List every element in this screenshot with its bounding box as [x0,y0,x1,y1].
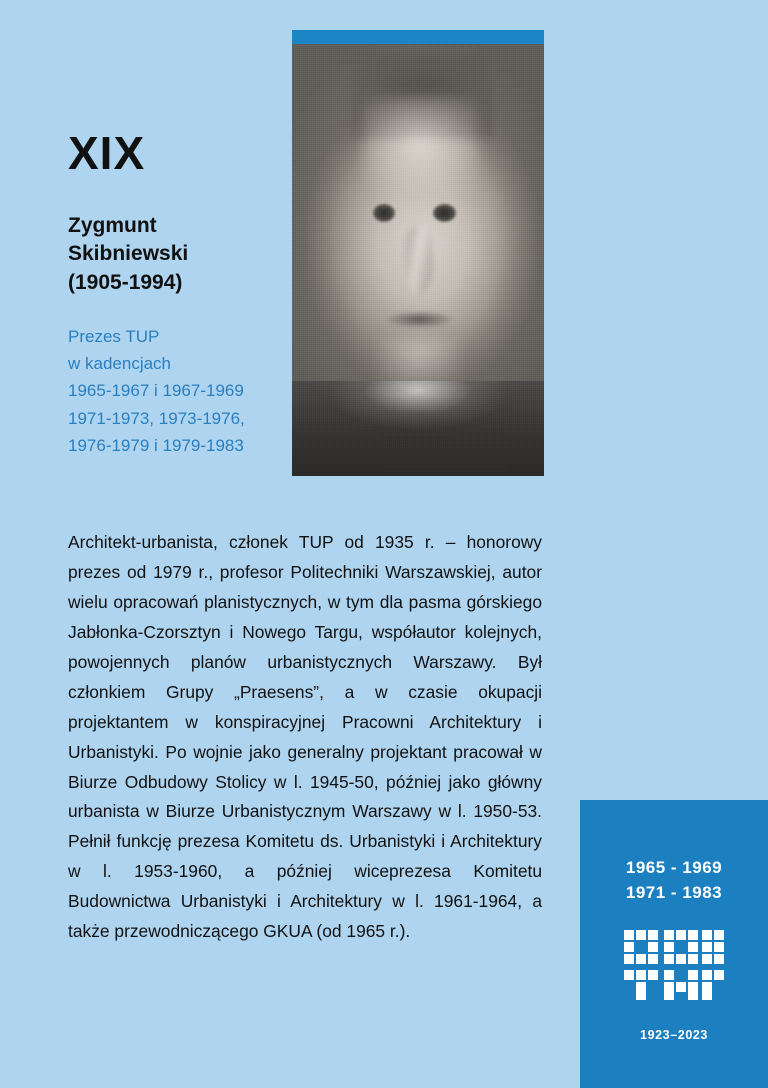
portrait-photo [292,44,544,476]
tup-logo [622,928,726,1002]
biography-text: Architekt-urbanista, członek TUP od 1935 r. – honorowy prezes od 1979 r., profesor Politechniki Warszawskiej, autor wielu opracowań planistycznych, w tym dla pasma górskiego Jabłonka-Czorsztyn i Nowego Targu, współautor kolejnych, powojennych planów urbanistycznych Warszawy. Był członkiem Grupy „Praesens”, a w czasie okupacji projektantem w konspiracyjnej Pracowni Architektury i Urbanistyki. Po wojnie jako generalny projektant pracował w Biurze Odbudowy Stolicy w l. 1945-50, później jako główny urbanista w Biurze Urbanistycznym Warszawy w l. 1950-53. Pełnił funkcję prezesa Komitetu ds. Urbanistyki i Architektury w l. 1953-1960, a później wiceprezesa Komitetu Budownictwa Urbanistyki i Architektury w l. 1961-1964, a także przewodniczącego GKUA (od 1965 r.). [68,532,542,942]
badge-years [626,856,722,905]
role-block [68,323,278,459]
person-name-line2: Skibniewski [68,242,189,266]
person-name-line1: Zygmunt [68,214,157,237]
badge-years-line1: 1965 - 1969 [625,858,723,878]
role-line-1: Prezes TUP [68,327,160,347]
role-line-4: 1971-1973, 1973-1976, [68,408,245,428]
badge-anniversary-years: 1923–2023 [640,1027,708,1042]
person-life-years: (1905-1994) [68,270,183,294]
badge-years-line2: 1971 - 1983 [625,883,723,902]
left-column [68,127,278,459]
portrait-top-bar [292,30,544,44]
role-line-5: 1976-1979 i 1979-1983 [68,435,244,455]
role-line-2: w kadencjach [68,354,172,374]
portrait-grain [292,44,544,476]
portrait-block [292,30,544,476]
anniversary-badge [580,800,768,1088]
role-line-3: 1965-1967 i 1967-1969 [68,381,244,401]
person-name [68,212,278,297]
roman-numeral: XIX [68,127,146,179]
